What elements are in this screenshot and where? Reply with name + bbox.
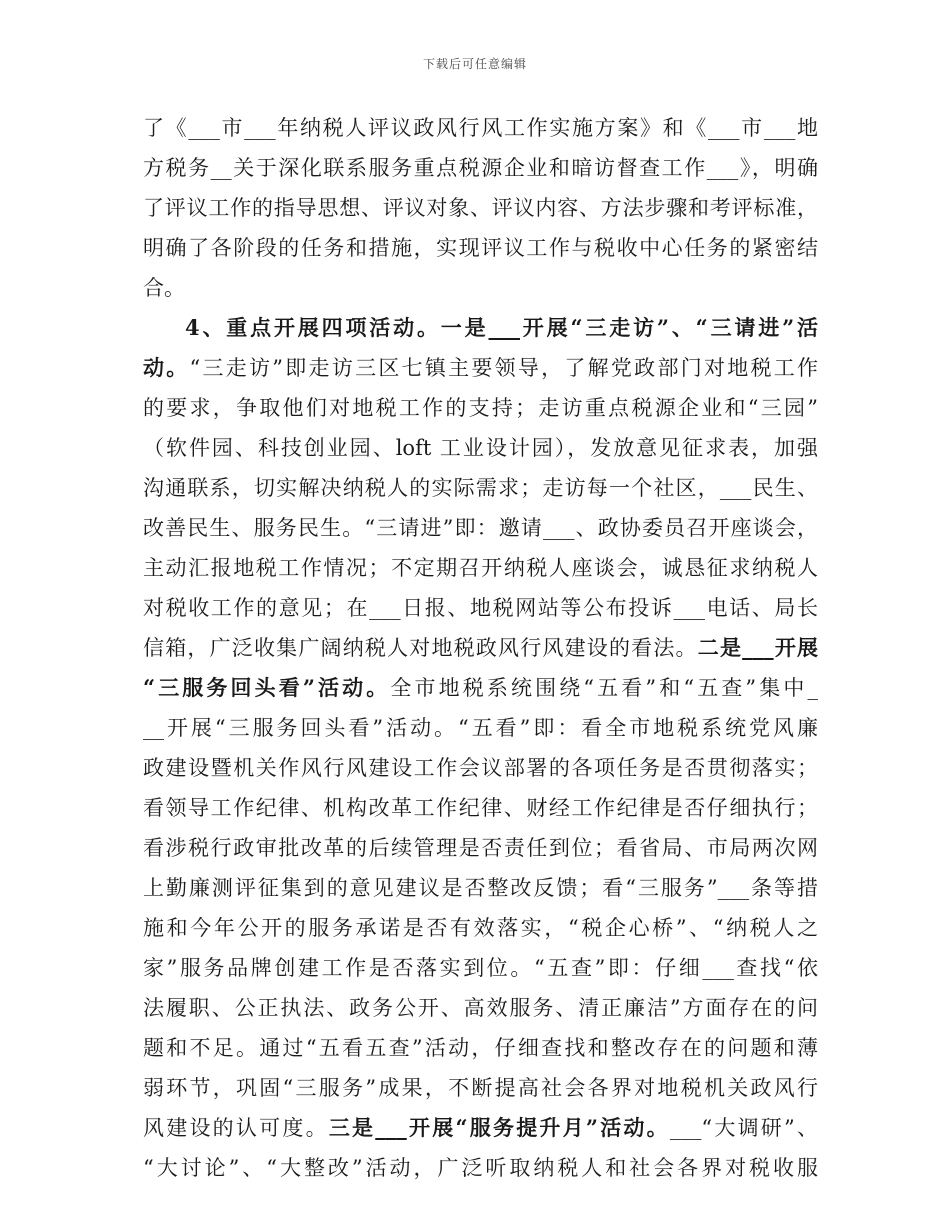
text-segment: 了评议工作的指导思想、评议对象、评议内容、方法步骤和考评标准， xyxy=(143,196,818,220)
text-line xyxy=(143,908,818,948)
bold-segment: 三是___开展“服务提升月”活动。 xyxy=(328,1115,670,1140)
text-line xyxy=(143,628,818,668)
text-line xyxy=(143,788,818,828)
text-segment: ___“大调研”、 xyxy=(669,1116,818,1140)
text-segment: 明确了各阶段的任务和措施，实现评议工作与税收中心任务的紧密结 xyxy=(143,236,818,260)
text-line xyxy=(143,988,818,1028)
text-segment: （软件园、科技创业园、loft 工业设计园），发放意见征求表，加强 xyxy=(143,436,818,460)
text-segment: 4、重点开展四项活动。一是___开展“三走访”、“三请进”活 xyxy=(185,315,818,340)
text-segment: 看领导工作纪律、机构改革工作纪律、财经工作纪律是否仔细执行； xyxy=(143,796,818,820)
text-segment: 主动汇报地税工作情况；不定期召开纳税人座谈会，诚恳征求纳税人 xyxy=(143,556,818,580)
text-segment: 对税收工作的意见；在___日报、地税网站等公布投诉___电话、局长 xyxy=(143,596,818,620)
text-line xyxy=(143,748,818,788)
text-line xyxy=(143,428,818,468)
text-segment: 改善民生、服务民生。“三请进”即：邀请___、政协委员召开座谈会， xyxy=(143,516,818,540)
bold-segment: “三服务回头看”活动。 xyxy=(143,675,391,700)
text-line xyxy=(143,228,818,268)
text-line xyxy=(143,868,818,908)
text-segment: 方税务__关于深化联系服务重点税源企业和暗访督查工作___》，明确 xyxy=(143,156,818,180)
text-line xyxy=(143,508,818,548)
text-line xyxy=(143,708,818,748)
text-segment: 法履职、公正执法、政务公开、高效服务、清正廉洁”方面存在的问 xyxy=(143,996,818,1020)
page-header: 下载后可任意编辑 xyxy=(422,57,527,71)
text-segment: 家”服务品牌创建工作是否落实到位。“五查”即：仔细___查找“依 xyxy=(143,956,818,980)
document-body xyxy=(143,108,818,1188)
text-segment: 的要求，争取他们对地税工作的支持；走访重点税源企业和“三园” xyxy=(143,396,818,420)
text-line xyxy=(143,388,818,428)
text-segment: 信箱，广泛收集广阔纳税人对地税政风行风建设的看法。 xyxy=(143,636,698,660)
text-line xyxy=(143,588,818,628)
bold-segment: 二是___开展 xyxy=(697,635,818,660)
text-segment: “三走访”即走访三区七镇主要领导，了解党政部门对地税工作 xyxy=(189,356,818,380)
text-segment: __开展“三服务回头看”活动。“五看”即：看全市地税系统党风廉 xyxy=(143,716,818,740)
text-segment: 政建设暨机关作风行风建设工作会议部署的各项任务是否贯彻落实； xyxy=(143,756,818,780)
text-segment: 题和不足。通过“五看五查”活动，仔细查找和整改存在的问题和薄 xyxy=(143,1036,818,1060)
text-line xyxy=(143,1148,818,1188)
text-line xyxy=(143,148,818,188)
text-segment: 风建设的认可度。 xyxy=(143,1116,329,1140)
text-line xyxy=(143,468,818,508)
text-segment: 施和今年公开的服务承诺是否有效落实，“税企心桥”、“纳税人之 xyxy=(143,916,818,940)
text-segment: “大讨论”、“大整改”活动，广泛听取纳税人和社会各界对税收服 xyxy=(143,1156,818,1180)
text-line xyxy=(143,548,818,588)
text-segment: 上勤廉测评征集到的意见建议是否整改反馈；看“三服务”___条等措 xyxy=(143,876,818,900)
text-line xyxy=(143,1068,818,1108)
text-segment: 看涉税行政审批改革的后续管理是否责任到位；看省局、市局两次网 xyxy=(143,836,818,860)
section-heading-line xyxy=(143,308,818,348)
text-line xyxy=(143,348,818,388)
text-segment: 全市地税系统围绕“五看”和“五查”集中_ xyxy=(390,676,818,700)
text-line xyxy=(143,828,818,868)
text-line xyxy=(143,108,818,148)
text-segment: 合。 xyxy=(143,276,185,300)
text-line xyxy=(143,268,818,308)
bold-segment: 动。 xyxy=(143,355,190,380)
text-segment: 了《___市___年纳税人评议政风行风工作实施方案》和《___市___地 xyxy=(143,116,818,140)
text-line xyxy=(143,188,818,228)
text-segment: 沟通联系，切实解决纳税人的实际需求；走访每一个社区，___民生、 xyxy=(143,476,818,500)
text-line xyxy=(143,668,818,708)
text-segment: 弱环节，巩固“三服务”成果，不断提高社会各界对地税机关政风行 xyxy=(143,1076,818,1100)
text-line xyxy=(143,948,818,988)
text-line xyxy=(143,1028,818,1068)
text-line xyxy=(143,1108,818,1148)
